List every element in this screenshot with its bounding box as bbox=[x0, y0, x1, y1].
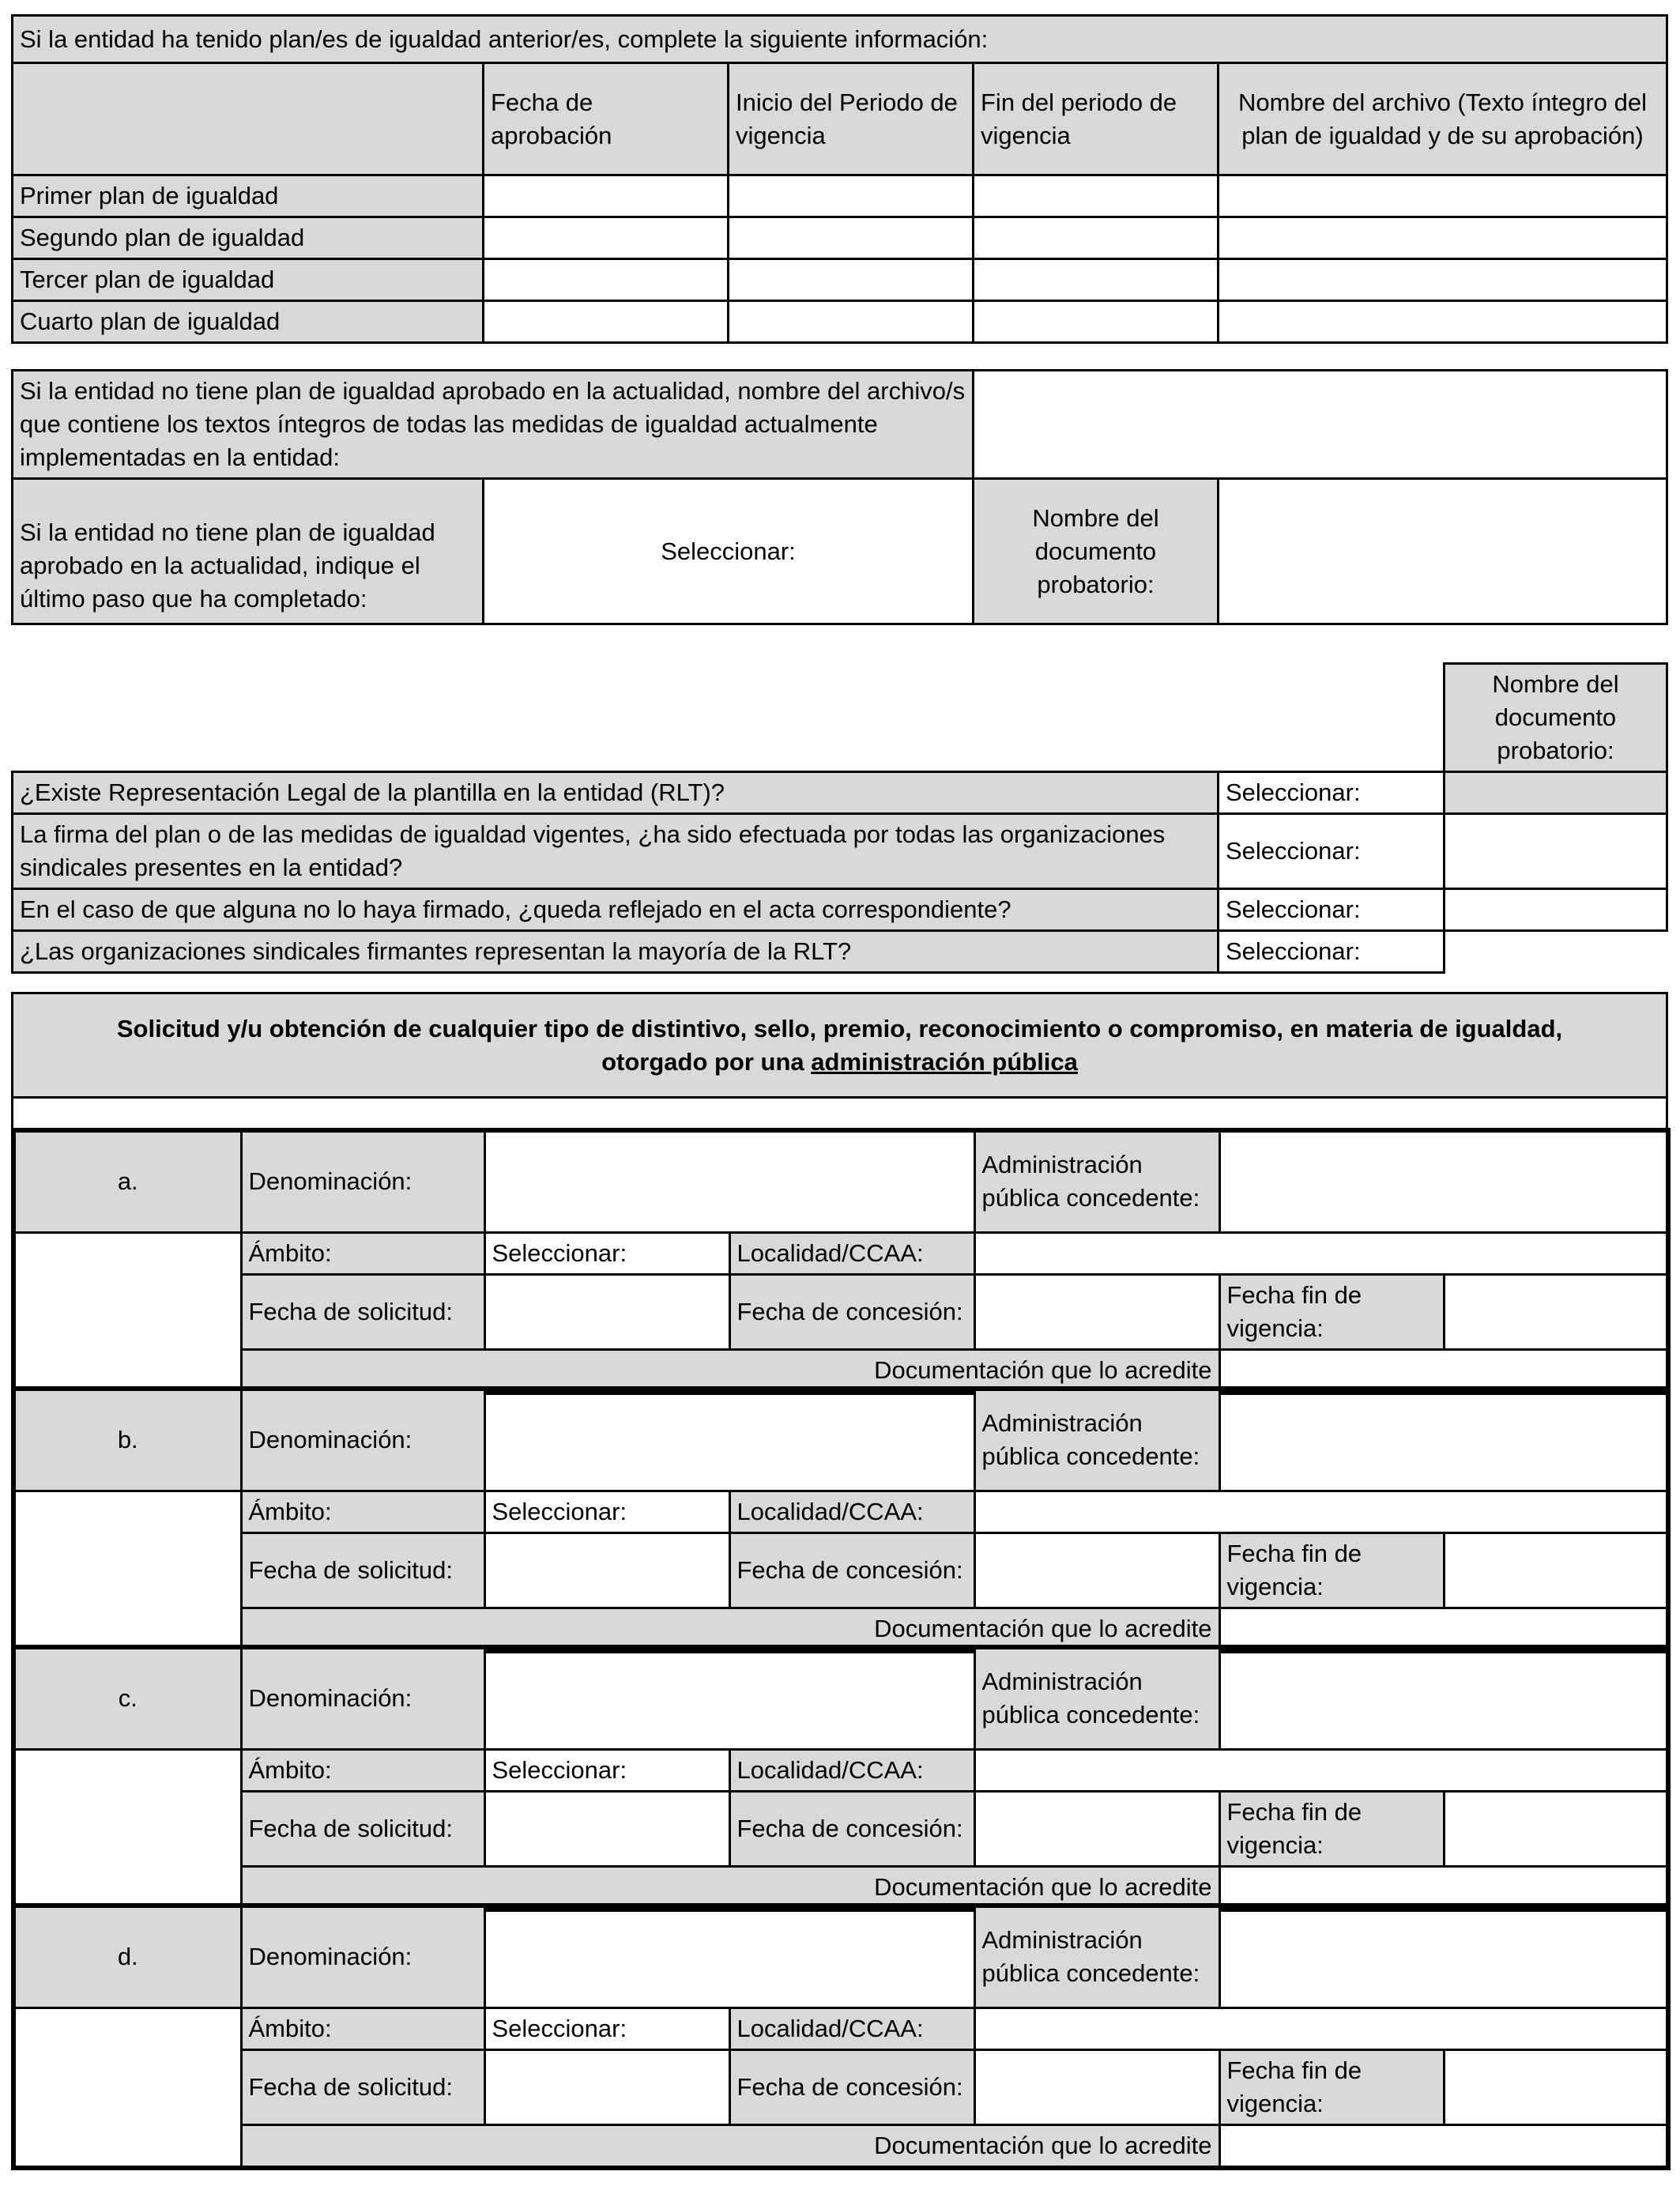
input-cell[interactable] bbox=[974, 259, 1219, 301]
previous-plans-intro: Si la entidad ha tenido plan/es de igualdad anterior/es, complete la siguiente información: bbox=[13, 16, 1667, 63]
fecha-solicitud-label: Fecha de solicitud: bbox=[241, 1532, 484, 1608]
ambito-label: Ámbito: bbox=[241, 1491, 484, 1532]
documentacion-label: Documentación que lo acredite bbox=[241, 2124, 1219, 2168]
fecha-solicitud-input[interactable] bbox=[484, 1791, 729, 1866]
rlt-question-4: ¿Las organizaciones sindicales firmantes representan la mayoría de la RLT? bbox=[13, 931, 1219, 973]
fecha-solicitud-label: Fecha de solicitud: bbox=[241, 2049, 484, 2124]
fecha-solicitud-input[interactable] bbox=[484, 2049, 729, 2124]
localidad-input[interactable] bbox=[974, 1232, 1668, 1274]
header-blank bbox=[13, 63, 484, 175]
input-cell[interactable] bbox=[484, 175, 729, 217]
input-cell[interactable] bbox=[1219, 259, 1667, 301]
rlt-question-1: ¿Existe Representación Legal de la plantilla en la entidad (RLT)? bbox=[13, 772, 1219, 814]
block-left-empty bbox=[13, 1491, 241, 1651]
fecha-fin-input[interactable] bbox=[1444, 1791, 1668, 1866]
block-left-empty bbox=[13, 1749, 241, 1909]
ambito-select[interactable]: Seleccionar: bbox=[484, 1491, 729, 1532]
documentacion-label: Documentación que lo acredite bbox=[241, 1866, 1219, 1909]
rlt-table bbox=[11, 662, 1668, 974]
input-cell[interactable] bbox=[1219, 301, 1667, 343]
row-label-primer-plan: Primer plan de igualdad bbox=[13, 175, 484, 217]
ambito-label: Ámbito: bbox=[241, 2007, 484, 2049]
rlt-answer-1[interactable]: Seleccionar: bbox=[1219, 772, 1445, 814]
administracion-input[interactable] bbox=[1219, 1389, 1668, 1491]
input-cell[interactable] bbox=[729, 259, 974, 301]
rlt-doc-2[interactable] bbox=[1445, 814, 1667, 889]
rlt-question-3: En el caso de que alguna no lo haya firmado, ¿queda reflejado en el acta correspondiente? bbox=[13, 889, 1219, 931]
block-letter: c. bbox=[13, 1647, 241, 1749]
row-label-segundo-plan: Segundo plan de igualdad bbox=[13, 217, 484, 259]
input-cell[interactable] bbox=[974, 217, 1219, 259]
administracion-input[interactable] bbox=[1219, 1906, 1668, 2007]
documentacion-label: Documentación que lo acredite bbox=[241, 1349, 1219, 1393]
administracion-label: Administración pública concedente: bbox=[974, 1130, 1219, 1232]
administracion-input[interactable] bbox=[1219, 1130, 1668, 1232]
block-left-empty bbox=[13, 2007, 241, 2168]
doc-name-input[interactable] bbox=[1219, 479, 1667, 624]
row-label-cuarto-plan: Cuarto plan de igualdad bbox=[13, 301, 484, 343]
input-cell[interactable] bbox=[729, 175, 974, 217]
last-step-label: Si la entidad no tiene plan de igualdad aprobado en la actualidad, indique el último paso que ha completado: bbox=[13, 479, 484, 624]
header-inicio-vigencia: Inicio del Periodo de vigencia bbox=[729, 63, 974, 175]
block-letter: d. bbox=[13, 1906, 241, 2007]
ambito-label: Ámbito: bbox=[241, 1232, 484, 1274]
rlt-doc-1 bbox=[1445, 772, 1667, 814]
rlt-doc-3[interactable] bbox=[1445, 889, 1667, 931]
fecha-fin-input[interactable] bbox=[1444, 1532, 1668, 1608]
distinction-block-2 bbox=[11, 1386, 1671, 1653]
ambito-label: Ámbito: bbox=[241, 1749, 484, 1791]
denominacion-label: Denominación: bbox=[241, 1906, 484, 2007]
no-plan-files-input[interactable] bbox=[974, 371, 1667, 479]
fecha-fin-label: Fecha fin de vigencia: bbox=[1219, 1791, 1444, 1866]
no-plan-files-label: Si la entidad no tiene plan de igualdad aprobado en la actualidad, nombre del archivo/s que contiene los textos íntegros de todas las medidas de igualdad actualmente implementadas en la entidad: bbox=[13, 371, 974, 479]
localidad-label: Localidad/CCAA: bbox=[729, 2007, 974, 2049]
localidad-label: Localidad/CCAA: bbox=[729, 1232, 974, 1274]
input-cell[interactable] bbox=[974, 175, 1219, 217]
header-nombre-archivo: Nombre del archivo (Texto íntegro del plan de igualdad y de su aprobación) bbox=[1219, 63, 1667, 175]
distinction-block-1 bbox=[11, 1128, 1671, 1395]
rlt-answer-2[interactable]: Seleccionar: bbox=[1219, 814, 1445, 889]
denominacion-label: Denominación: bbox=[241, 1130, 484, 1232]
rlt-doc-header: Nombre del documento probatorio: bbox=[1445, 664, 1667, 772]
fecha-fin-label: Fecha fin de vigencia: bbox=[1219, 1274, 1444, 1349]
administracion-label: Administración pública concedente: bbox=[974, 1906, 1219, 2007]
input-cell[interactable] bbox=[1219, 175, 1667, 217]
fecha-solicitud-label: Fecha de solicitud: bbox=[241, 1791, 484, 1866]
fecha-concesion-input[interactable] bbox=[974, 1532, 1219, 1608]
input-cell[interactable] bbox=[484, 217, 729, 259]
localidad-input[interactable] bbox=[974, 2007, 1668, 2049]
denominacion-input[interactable] bbox=[484, 1130, 974, 1232]
fecha-concesion-label: Fecha de concesión: bbox=[729, 1532, 974, 1608]
rlt-answer-3[interactable]: Seleccionar: bbox=[1219, 889, 1445, 931]
documentacion-label: Documentación que lo acredite bbox=[241, 1608, 1219, 1651]
header-fecha-aprobacion: Fecha de aprobación bbox=[484, 63, 729, 175]
input-cell[interactable] bbox=[729, 217, 974, 259]
documentacion-input[interactable] bbox=[1219, 2124, 1668, 2168]
previous-plans-table bbox=[11, 14, 1668, 344]
denominacion-label: Denominación: bbox=[241, 1647, 484, 1749]
input-cell[interactable] bbox=[484, 301, 729, 343]
fecha-solicitud-input[interactable] bbox=[484, 1532, 729, 1608]
rlt-answer-4[interactable]: Seleccionar: bbox=[1219, 931, 1445, 973]
input-cell[interactable] bbox=[484, 259, 729, 301]
distinctions-title-link: administración pública bbox=[811, 1047, 1078, 1076]
localidad-input[interactable] bbox=[974, 1749, 1668, 1791]
ambito-select[interactable]: Seleccionar: bbox=[484, 1232, 729, 1274]
input-cell[interactable] bbox=[974, 301, 1219, 343]
input-cell[interactable] bbox=[1219, 217, 1667, 259]
fecha-fin-label: Fecha fin de vigencia: bbox=[1219, 2049, 1444, 2124]
ambito-select[interactable]: Seleccionar: bbox=[484, 1749, 729, 1791]
administracion-label: Administración pública concedente: bbox=[974, 1389, 1219, 1491]
fecha-fin-input[interactable] bbox=[1444, 1274, 1668, 1349]
fecha-fin-input[interactable] bbox=[1444, 2049, 1668, 2124]
header-fin-vigencia: Fin del periodo de vigencia bbox=[974, 63, 1219, 175]
administracion-input[interactable] bbox=[1219, 1647, 1668, 1749]
distinction-block-3 bbox=[11, 1645, 1671, 1912]
distinction-block-4 bbox=[11, 1903, 1671, 2170]
fecha-concesion-label: Fecha de concesión: bbox=[729, 1791, 974, 1866]
fecha-solicitud-label: Fecha de solicitud: bbox=[241, 1274, 484, 1349]
doc-name-label: Nombre del documento probatorio: bbox=[974, 479, 1219, 624]
input-cell[interactable] bbox=[729, 301, 974, 343]
fecha-solicitud-input[interactable] bbox=[484, 1274, 729, 1349]
fecha-concesion-input[interactable] bbox=[974, 1791, 1219, 1866]
denominacion-input[interactable] bbox=[484, 1647, 974, 1749]
fecha-concesion-label: Fecha de concesión: bbox=[729, 1274, 974, 1349]
localidad-label: Localidad/CCAA: bbox=[729, 1749, 974, 1791]
localidad-label: Localidad/CCAA: bbox=[729, 1491, 974, 1532]
ambito-select[interactable]: Seleccionar: bbox=[484, 2007, 729, 2049]
administracion-label: Administración pública concedente: bbox=[974, 1647, 1219, 1749]
distinctions-title-text: Solicitud y/u obtención de cualquier tipo de distintivo, sello, premio, reconocimiento o compromiso, en materia de igualdad, otorgado por una bbox=[116, 1014, 1563, 1076]
distinctions-title-table bbox=[11, 992, 1668, 1131]
fecha-concesion-label: Fecha de concesión: bbox=[729, 2049, 974, 2124]
distinctions-title bbox=[13, 993, 1667, 1098]
last-step-select[interactable]: Seleccionar: bbox=[484, 479, 974, 624]
row-label-tercer-plan: Tercer plan de igualdad bbox=[13, 259, 484, 301]
fecha-concesion-input[interactable] bbox=[974, 2049, 1219, 2124]
denominacion-label: Denominación: bbox=[241, 1389, 484, 1491]
rlt-question-2: La firma del plan o de las medidas de igualdad vigentes, ¿ha sido efectuada por todas las organizaciones sindicales presentes en la entidad? bbox=[13, 814, 1219, 889]
fecha-fin-label: Fecha fin de vigencia: bbox=[1219, 1532, 1444, 1608]
denominacion-input[interactable] bbox=[484, 1906, 974, 2007]
block-letter: b. bbox=[13, 1389, 241, 1491]
block-letter: a. bbox=[13, 1130, 241, 1232]
denominacion-input[interactable] bbox=[484, 1389, 974, 1491]
localidad-input[interactable] bbox=[974, 1491, 1668, 1532]
block-left-empty bbox=[13, 1232, 241, 1393]
no-plan-table bbox=[11, 369, 1668, 625]
fecha-concesion-input[interactable] bbox=[974, 1274, 1219, 1349]
